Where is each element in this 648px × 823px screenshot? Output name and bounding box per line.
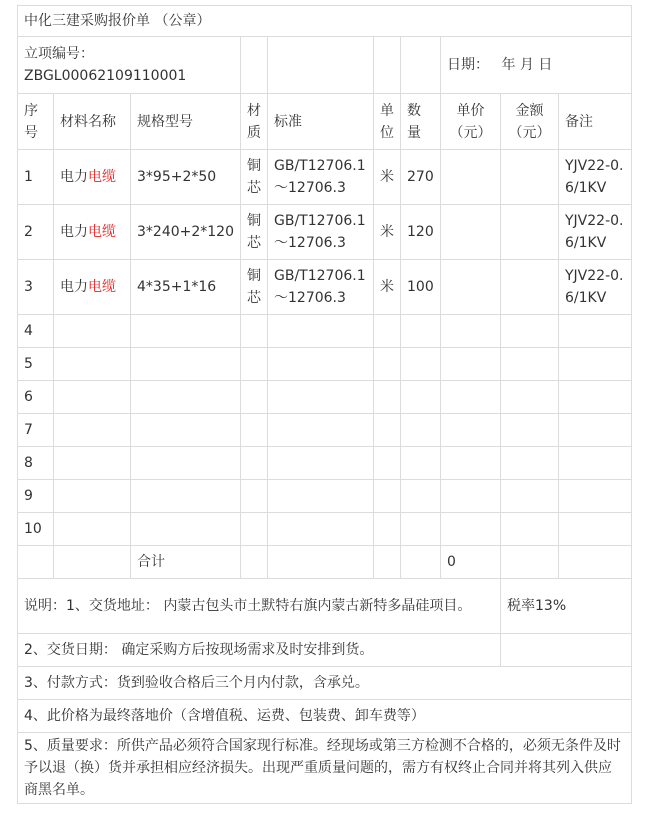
header-row	[18, 94, 632, 150]
cell-spec: 4*35+1*16	[131, 260, 241, 315]
cell-unit: 米	[374, 150, 401, 205]
project-no-cell	[18, 37, 241, 94]
cell-amount	[501, 150, 559, 205]
empty-row	[18, 315, 632, 348]
header-name: 材料名称	[54, 94, 131, 150]
cell-material: 铜芯	[241, 205, 268, 260]
cell-spec: 3*95+2*50	[131, 150, 241, 205]
header-remark: 备注	[559, 94, 632, 150]
cell-price	[441, 205, 501, 260]
cell-qty: 120	[401, 205, 441, 260]
note-quality: 5、质量要求：所供产品必须符合国家现行标准。经现场或第三方检测不合格的，必须无条件及时予以退（换）货并承担相应经济损失。出现严重质量问题的，需方有权终止合同并将其列入供应商黑名单。	[18, 733, 632, 804]
cell-standard: GB/T12706.1～12706.3	[268, 205, 374, 260]
cell-qty: 100	[401, 260, 441, 315]
cell-qty: 270	[401, 150, 441, 205]
cell-material: 铜芯	[241, 150, 268, 205]
cell-seq: 6	[18, 381, 54, 414]
project-no-value: ZBGL00062109110001	[24, 68, 187, 84]
total-label: 合计	[131, 546, 241, 579]
total-value: 0	[441, 546, 501, 579]
empty-row	[18, 414, 632, 447]
header-unit: 单位	[374, 94, 401, 150]
name-prefix: 电力	[60, 279, 88, 295]
table-row	[18, 260, 632, 315]
empty-row	[18, 348, 632, 381]
info-empty-cell	[241, 37, 268, 94]
header-amount: 金额（元）	[501, 94, 559, 150]
empty-row	[18, 480, 632, 513]
cell-seq: 10	[18, 513, 54, 546]
note-delivery-date: 2、交货日期： 确定采购方后按现场需求及时安排到货。	[18, 634, 501, 667]
header-seq: 序号	[18, 94, 54, 150]
note-row	[18, 634, 632, 667]
cell-standard: GB/T12706.1～12706.3	[268, 260, 374, 315]
cell-amount	[501, 205, 559, 260]
empty-row	[18, 381, 632, 414]
cell-amount	[501, 260, 559, 315]
cell-name	[54, 150, 131, 205]
cell-remark: YJV22-0.6/1KV	[559, 260, 632, 315]
cell-material: 铜芯	[241, 260, 268, 315]
name-highlight: 电缆	[88, 279, 116, 295]
cell-seq: 9	[18, 480, 54, 513]
note-row	[18, 579, 632, 634]
cell-price	[441, 260, 501, 315]
cell-seq: 4	[18, 315, 54, 348]
cell-standard: GB/T12706.1～12706.3	[268, 150, 374, 205]
header-standard: 标准	[268, 94, 374, 150]
note-payment: 3、付款方式：货到验收合格后三个月内付款，含承兑。	[18, 667, 632, 700]
cell-seq: 3	[18, 260, 54, 315]
cell-name	[54, 260, 131, 315]
project-no-label: 立项编号：	[24, 46, 94, 62]
name-prefix: 电力	[60, 224, 88, 240]
form-title: 中化三建采购报价单 （公章）	[18, 6, 632, 37]
cell-remark: YJV22-0.6/1KV	[559, 205, 632, 260]
cell-remark: YJV22-0.6/1KV	[559, 150, 632, 205]
cell-spec: 3*240+2*120	[131, 205, 241, 260]
cell-seq: 8	[18, 447, 54, 480]
note-price: 4、此价格为最终落地价（含增值税、运费、包装费、卸车费等）	[18, 700, 632, 733]
header-material: 材质	[241, 94, 268, 150]
empty-row	[18, 513, 632, 546]
empty-row	[18, 447, 632, 480]
header-qty: 数量	[401, 94, 441, 150]
date-cell	[441, 37, 632, 94]
cell-seq: 5	[18, 348, 54, 381]
cell-name	[54, 205, 131, 260]
header-spec: 规格型号	[131, 94, 241, 150]
note-row	[18, 667, 632, 700]
info-empty-cell	[268, 37, 374, 94]
name-prefix: 电力	[60, 169, 88, 185]
table-row	[18, 205, 632, 260]
info-empty-cell	[401, 37, 441, 94]
name-highlight: 电缆	[88, 224, 116, 240]
quotation-table	[17, 5, 632, 804]
cell-unit: 米	[374, 260, 401, 315]
cell-seq: 1	[18, 150, 54, 205]
date-value: 年 月 日	[501, 57, 553, 73]
cell-unit: 米	[374, 205, 401, 260]
total-row	[18, 546, 632, 579]
tax-rate: 税率13%	[501, 579, 632, 634]
cell-seq: 7	[18, 414, 54, 447]
info-empty-cell	[374, 37, 401, 94]
note-row	[18, 700, 632, 733]
table-row	[18, 150, 632, 205]
note-row	[18, 733, 632, 804]
name-highlight: 电缆	[88, 169, 116, 185]
header-price: 单价（元）	[441, 94, 501, 150]
cell-seq: 2	[18, 205, 54, 260]
date-label: 日期：	[447, 57, 489, 73]
note-delivery-address: 说明：1、交货地址： 内蒙古包头市土默特右旗内蒙古新特多晶硅项目。	[18, 579, 501, 634]
cell-price	[441, 150, 501, 205]
